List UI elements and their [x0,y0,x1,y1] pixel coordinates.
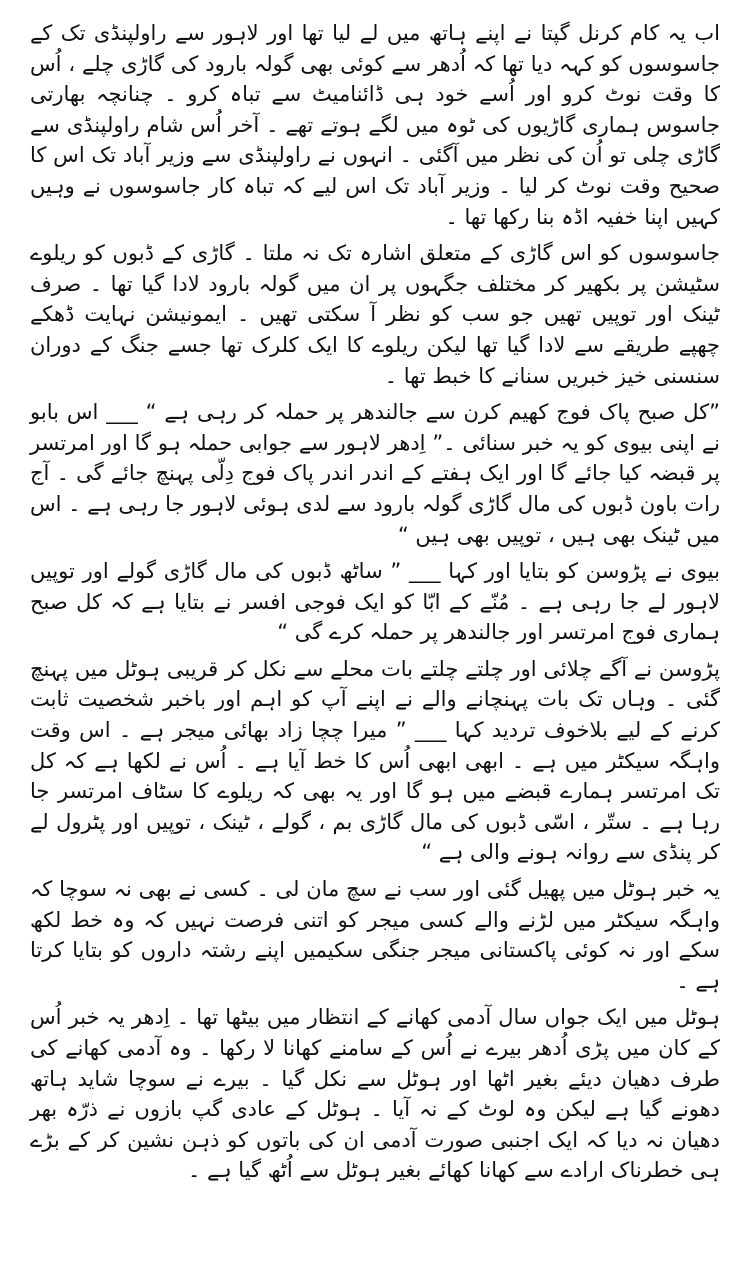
paragraph-3: ”کل صبح پاک فوج کھیم کرن سے جالندھر پر حملہ کر رہی ہے “ ___ اس بابو نے اپنی بیوی کو یہ خبر سنائی ۔” اِدھر لاہور سے جوابی حملہ ہو گا اور امرتسر پر قبضہ کیا جائے گا اور ایک ہفتے کے اندر اندر پاک فوج دِلّی پہنچ جائے گی ۔ آج رات باون ڈبوں کی مال گاڑی گولہ بارود سے لدی ہوئی لاہور جا رہی ہے ۔ اس میں ٹینک بھی ہیں ، توپیں بھی ہیں “ [30,400,720,547]
paragraph-7: ہوٹل میں ایک جواں سال آدمی کھانے کے انتظار میں بیٹھا تھا ۔ اِدھر یہ خبر اُس کے کان میں پڑی اُدھر بیرے نے اُس کے سامنے کھانا لا رکھا ۔ وہ آدمی کھانے کی طرف دھیان دیئے بغیر اٹھا اور ہوٹل سے نکل گیا ۔ بیرے نے سوچا شاید ہاتھ دھونے گیا ہے لیکن وہ لوٹ کے نہ آیا ۔ ہوٹل کے عادی گپ بازوں نے ذرّہ بھر دھیان نہ دیا کہ ایک اجنبی صورت آدمی ان کی باتوں کو ذہن نشین کر کے بڑے ہی خطرناک ارادے سے کھانا کھائے بغیر ہوٹل سے اُٹھ گیا ہے ۔ [30,1005,720,1183]
paragraph-6: یہ خبر ہوٹل میں پھیل گئی اور سب نے سچ مان لی ۔ کسی نے بھی نہ سوچا کہ واہگہ سیکٹر میں لڑنے والے کسی میجر کو اتنی فرصت نہیں کہ وہ خط لکھ سکے اور نہ کوئی پاکستانی میجر جنگی سکیمیں اپنے رشتہ داروں کو بتایا کرتا ہے ۔ [30,877,720,993]
paragraph-5: پڑوسن نے آگے چلائی اور چلتے چلتے بات محلے سے نکل کر قریبی ہوٹل میں پہنچ گئی ۔ وہاں تک بات پہنچانے والے نے اپنے آپ کو اہم اور باخبر شخصیت ثابت کرنے کے لیے بلاخوف تردید کہا ___ ” میرا چچا زاد بھائی میجر ہے ۔ اس وقت واہگہ سیکٹر میں ہے ۔ ابھی ابھی اُس کا خط آیا ہے ۔ اُس نے لکھا ہے کہ کل تک امرتسر ہمارے قبضے میں ہو گا اور یہ بھی کہ ریلوے کا سٹاف امرتسر جا رہا ہے ۔ ستّر ، اسّی ڈبوں کی مال گاڑی بم ، گولے ، ٹینک ، توپیں اور پٹرول لے کر پنڈی سے روانہ ہونے والی ہے “ [30,656,720,865]
paragraph-2: جاسوسوں کو اس گاڑی کے متعلق اشارہ تک نہ ملتا ۔ گاڑی کے ڈبوں کو ریلوے سٹیشن پر بکھیر کر مختلف جگہوں پر ان میں گولہ بارود لادا گیا تھا ۔ صرف ٹینک اور توپیں تھیں جو سب کو نظر آ سکتی تھیں ۔ ایمونیشن نہایت ڈھکے چھپے طریقے سے لادا گیا تھا لیکن ریلوے کا ایک کلرک تھا جسے جنگ کے دوران سنسنی خیز خبریں سنانے کا خبط تھا ۔ [30,241,720,388]
paragraph-4: بیوی نے پڑوسن کو بتایا اور کہا ___ ” ساٹھ ڈبوں کی مال گاڑی گولے اور توپیں لاہور لے جا رہی ہے ۔ مُنّے کے ابّا کو ایک فوجی افسر نے بتایا ہے کہ کل صبح ہماری فوج امرتسر اور جالندھر پر حملہ کرے گی “ [30,559,720,645]
paragraph-1: اب یہ کام کرنل گپتا نے اپنے ہاتھ میں لے لیا تھا اور لاہور سے راولپنڈی تک کے جاسوسوں کو کہہ دیا تھا کہ اُدھر سے کوئی بھی گولہ بارود کی گاڑی چلے ، اُس کا وقت نوٹ کرو اور اُسے خود ہی ڈائنامیٹ سے تباہ کرو ۔ چنانچہ بھارتی جاسوس ہماری گاڑیوں کی ٹوہ میں لگے ہوتے تھے ۔ آخر اُس شام راولپنڈی سے گاڑی چلی تو اُن کی نظر میں آگئی ۔ انہوں نے راولپنڈی سے وزیر آباد تک اس کا صحیح وقت نوٹ کر لیا ۔ وزیر آباد تک اس لیے کہ تباہ کار جاسوسوں نے وہیں کہیں اپنا خفیہ اڈہ بنا رکھا تھا ۔ [30,21,720,229]
